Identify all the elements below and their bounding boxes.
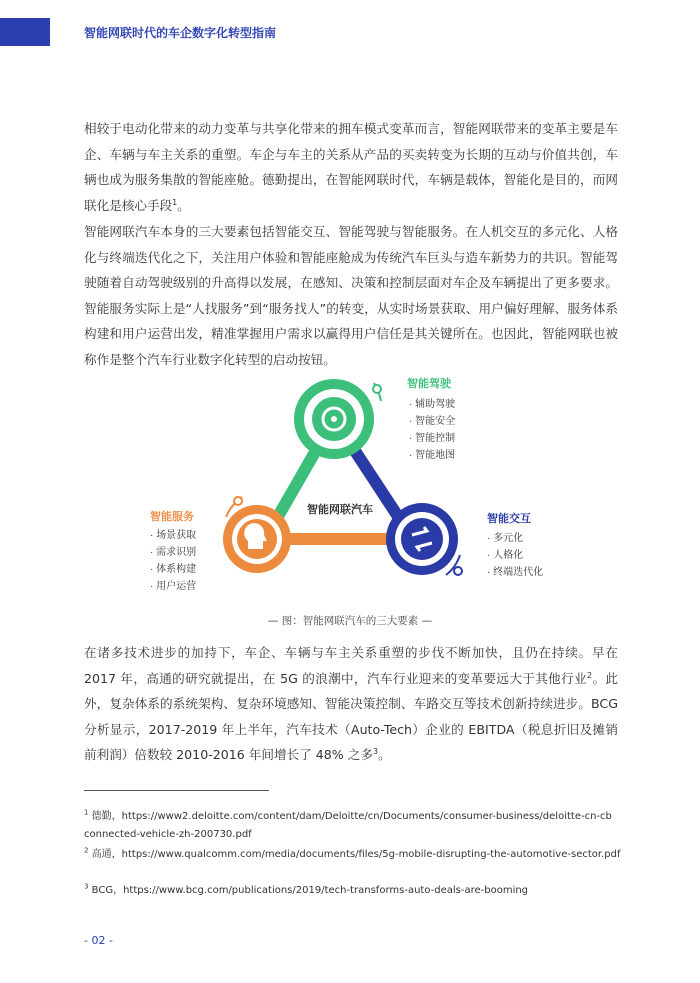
footnote-ref-2[interactable]: 2	[587, 670, 593, 680]
interaction-item-1: · 多元化	[487, 533, 524, 544]
footnote-2-num: 2	[84, 846, 89, 855]
paragraph-1-end: 。	[177, 197, 190, 213]
footnote-3	[84, 882, 624, 900]
interaction-arc-dot	[454, 567, 462, 575]
interaction-title: 智能交互	[487, 513, 531, 525]
figure-caption: — 图：智能网联汽车的三大要素 —	[267, 615, 433, 627]
service-item-1: · 场景获取	[150, 530, 197, 541]
driving-arc-dot	[373, 385, 381, 393]
footnote-ref-3[interactable]: 3	[372, 746, 379, 756]
driving-item-1: · 辅助驾驶	[409, 399, 456, 410]
header-accent-bar	[0, 18, 50, 46]
service-item-4: · 用户运营	[150, 581, 197, 592]
paragraph-3	[84, 640, 618, 768]
center-label: 智能网联汽车	[307, 504, 373, 516]
page-number: - 02 -	[84, 934, 113, 947]
footnote-2	[84, 846, 624, 864]
paragraph-3-text-a: 在诸多技术进步的加持下，车企、车辆与车主关系重塑的步伐不断加快，且仍在持续。早在2017 年，高通的研究就提出，在 5G 的浪潮中，汽车行业迎来的变革要远大于其他行业	[84, 645, 618, 686]
service-item-3: · 体系构建	[150, 564, 197, 575]
footnote-1-text[interactable]: 德勤，https://www2.deloitte.com/content/dam/Deloitte/cn/Documents/consumer-business/deloitte-cn-cb connected-vehicle-zh-200730.pdf	[84, 811, 612, 840]
footnote-3-num: 3	[84, 882, 89, 891]
interaction-item-3: · 终端迭代化	[487, 567, 544, 578]
paragraph-1-text: 相较于电动化带来的动力变革与共享化带来的拥车模式变革而言，智能网联带来的变革主要是车企、车辆与车主关系的重塑。车企与车主的关系从产品的买卖转变为长期的互动与价值共创，车辆也成为服务集散的智能座舱。德勤提出，在智能网联时代，车辆是载体，智能化是目的，而网联化是核心手段	[84, 121, 618, 213]
interaction-item-2: · 人格化	[487, 550, 524, 561]
driving-item-3: · 智能控制	[409, 433, 456, 444]
service-item-2: · 需求识别	[150, 547, 197, 558]
driving-item-2: · 智能安全	[409, 416, 456, 427]
smart-connected-car-diagram	[130, 365, 580, 595]
service-arc-dot	[234, 497, 242, 505]
footnote-1-num: 1	[84, 808, 89, 817]
paragraph-2: 智能网联汽车本身的三大要素包括智能交互、智能驾驶与智能服务。在人机交互的多元化、人格化与终端迭代化之下，关注用户体验和智能座舱成为传统汽车巨头与造车新势力的共识。智能驾驶随着自动驾驶级别的升高得以发展，在感知、决策和控制层面对车企及车辆提出了更多要求。智能服务实际上是“人找服务”到“服务找人”的转变，从实时场景获取、用户偏好理解、服务体系构建和用户运营出发，精准掌握用户需求以赢得用户信任是其关键所在。也因此，智能网联也被称作是整个汽车行业数字化转型的启动按钮。	[84, 224, 618, 367]
paragraph-3-text-b: 。此外，复杂体系的系统架构、复杂环境感知、智能决策控制、车路交互等技术创新持续进步。BCG 分析显示，2017-2019 年上半年，汽车技术（Auto-Tech）企业的 EBITDA（税息折旧及摊销前利润）倍数较 2010-2016 年间增长了 48% 之多	[84, 670, 618, 762]
document-header-title: 智能网联时代的车企数字化转型指南	[84, 26, 277, 40]
footnote-ref-1[interactable]: 1	[172, 197, 178, 207]
footnote-3-text[interactable]: BCG，https://www.bcg.com/publications/2019/tech-transforms-auto-deals-are-booming	[91, 885, 529, 896]
footnote-2-text[interactable]: 高通，https://www.qualcomm.com/media/documents/files/5g-mobile-disrupting-the-automotive-sector.pdf	[91, 849, 621, 860]
paragraph-1	[84, 116, 618, 218]
service-title: 智能服务	[150, 511, 194, 523]
paragraph-3-end: 。	[378, 747, 391, 762]
driving-title: 智能驾驶	[407, 378, 451, 390]
driving-item-4: · 智能地图	[409, 450, 456, 461]
footnote-1	[84, 808, 624, 844]
footnote-divider	[84, 790, 269, 791]
